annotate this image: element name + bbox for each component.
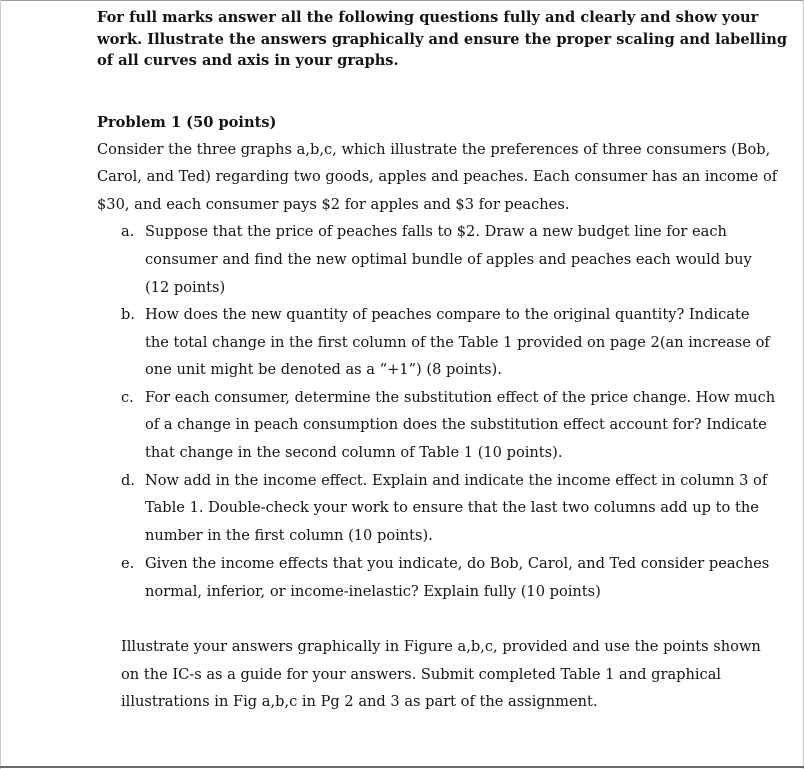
intro-line-2: Carol, and Ted) regarding two goods, apples and peaches. Each consumer has an income of (97, 168, 778, 185)
item-c-marker: c. (121, 389, 134, 406)
item-a-line-3: (12 points) (145, 279, 226, 296)
item-a-line-1: Suppose that the price of peaches falls to $2. Draw a new budget line for each (145, 223, 727, 240)
header-line-1: For full marks answer all the following questions fully and clearly and show your (97, 9, 759, 26)
header-line-3: of all curves and axis in your graphs. (97, 52, 399, 69)
item-d-line-2: Table 1. Double-check your work to ensure that the last two columns add up to the (145, 499, 759, 516)
problem-title: Problem 1 (50 points) (97, 114, 277, 131)
item-b-line-2: the total change in the first column of the Table 1 provided on page 2(an increase of (145, 334, 770, 351)
item-d-line-1: Now add in the income effect. Explain and indicate the income effect in column 3 of (145, 472, 768, 489)
intro-line-3: $30, and each consumer pays $2 for apples and $3 for peaches. (97, 196, 570, 213)
item-b-line-3: one unit might be denoted as a “+1”) (8 points). (145, 361, 502, 378)
item-b-line-1: How does the new quantity of peaches compare to the original quantity? Indicate (145, 306, 750, 323)
page-bottom-border (0, 766, 804, 768)
item-a-line-2: consumer and find the new optimal bundle of apples and peaches each would buy (145, 251, 752, 268)
item-d-marker: d. (121, 472, 135, 489)
item-c-line-3: that change in the second column of Table 1 (10 points). (145, 444, 563, 461)
item-d-line-3: number in the first column (10 points). (145, 527, 433, 544)
closing-line-2: on the IC-s as a guide for your answers. Submit completed Table 1 and graphical (121, 666, 722, 683)
header-line-2: work. Illustrate the answers graphically and ensure the proper scaling and labelling (97, 31, 788, 48)
closing-line-3: illustrations in Fig a,b,c in Pg 2 and 3 as part of the assignment. (121, 693, 598, 710)
page-left-border (0, 0, 1, 769)
item-c-line-2: of a change in peach consumption does the substitution effect account for? Indicate (145, 416, 767, 433)
item-e-line-2: normal, inferior, or income-inelastic? Explain fully (10 points) (145, 583, 601, 600)
item-a-marker: a. (121, 223, 135, 240)
closing-line-1: Illustrate your answers graphically in Figure a,b,c, provided and use the points shown (121, 638, 761, 655)
page-top-border (0, 0, 804, 1)
intro-line-1: Consider the three graphs a,b,c, which illustrate the preferences of three consumers (Bob, (97, 141, 771, 158)
item-e-line-1: Given the income effects that you indicate, do Bob, Carol, and Ted consider peaches (145, 555, 770, 572)
item-c-line-1: For each consumer, determine the substitution effect of the price change. How much (145, 389, 776, 406)
item-e-marker: e. (121, 555, 135, 572)
item-b-marker: b. (121, 306, 135, 323)
